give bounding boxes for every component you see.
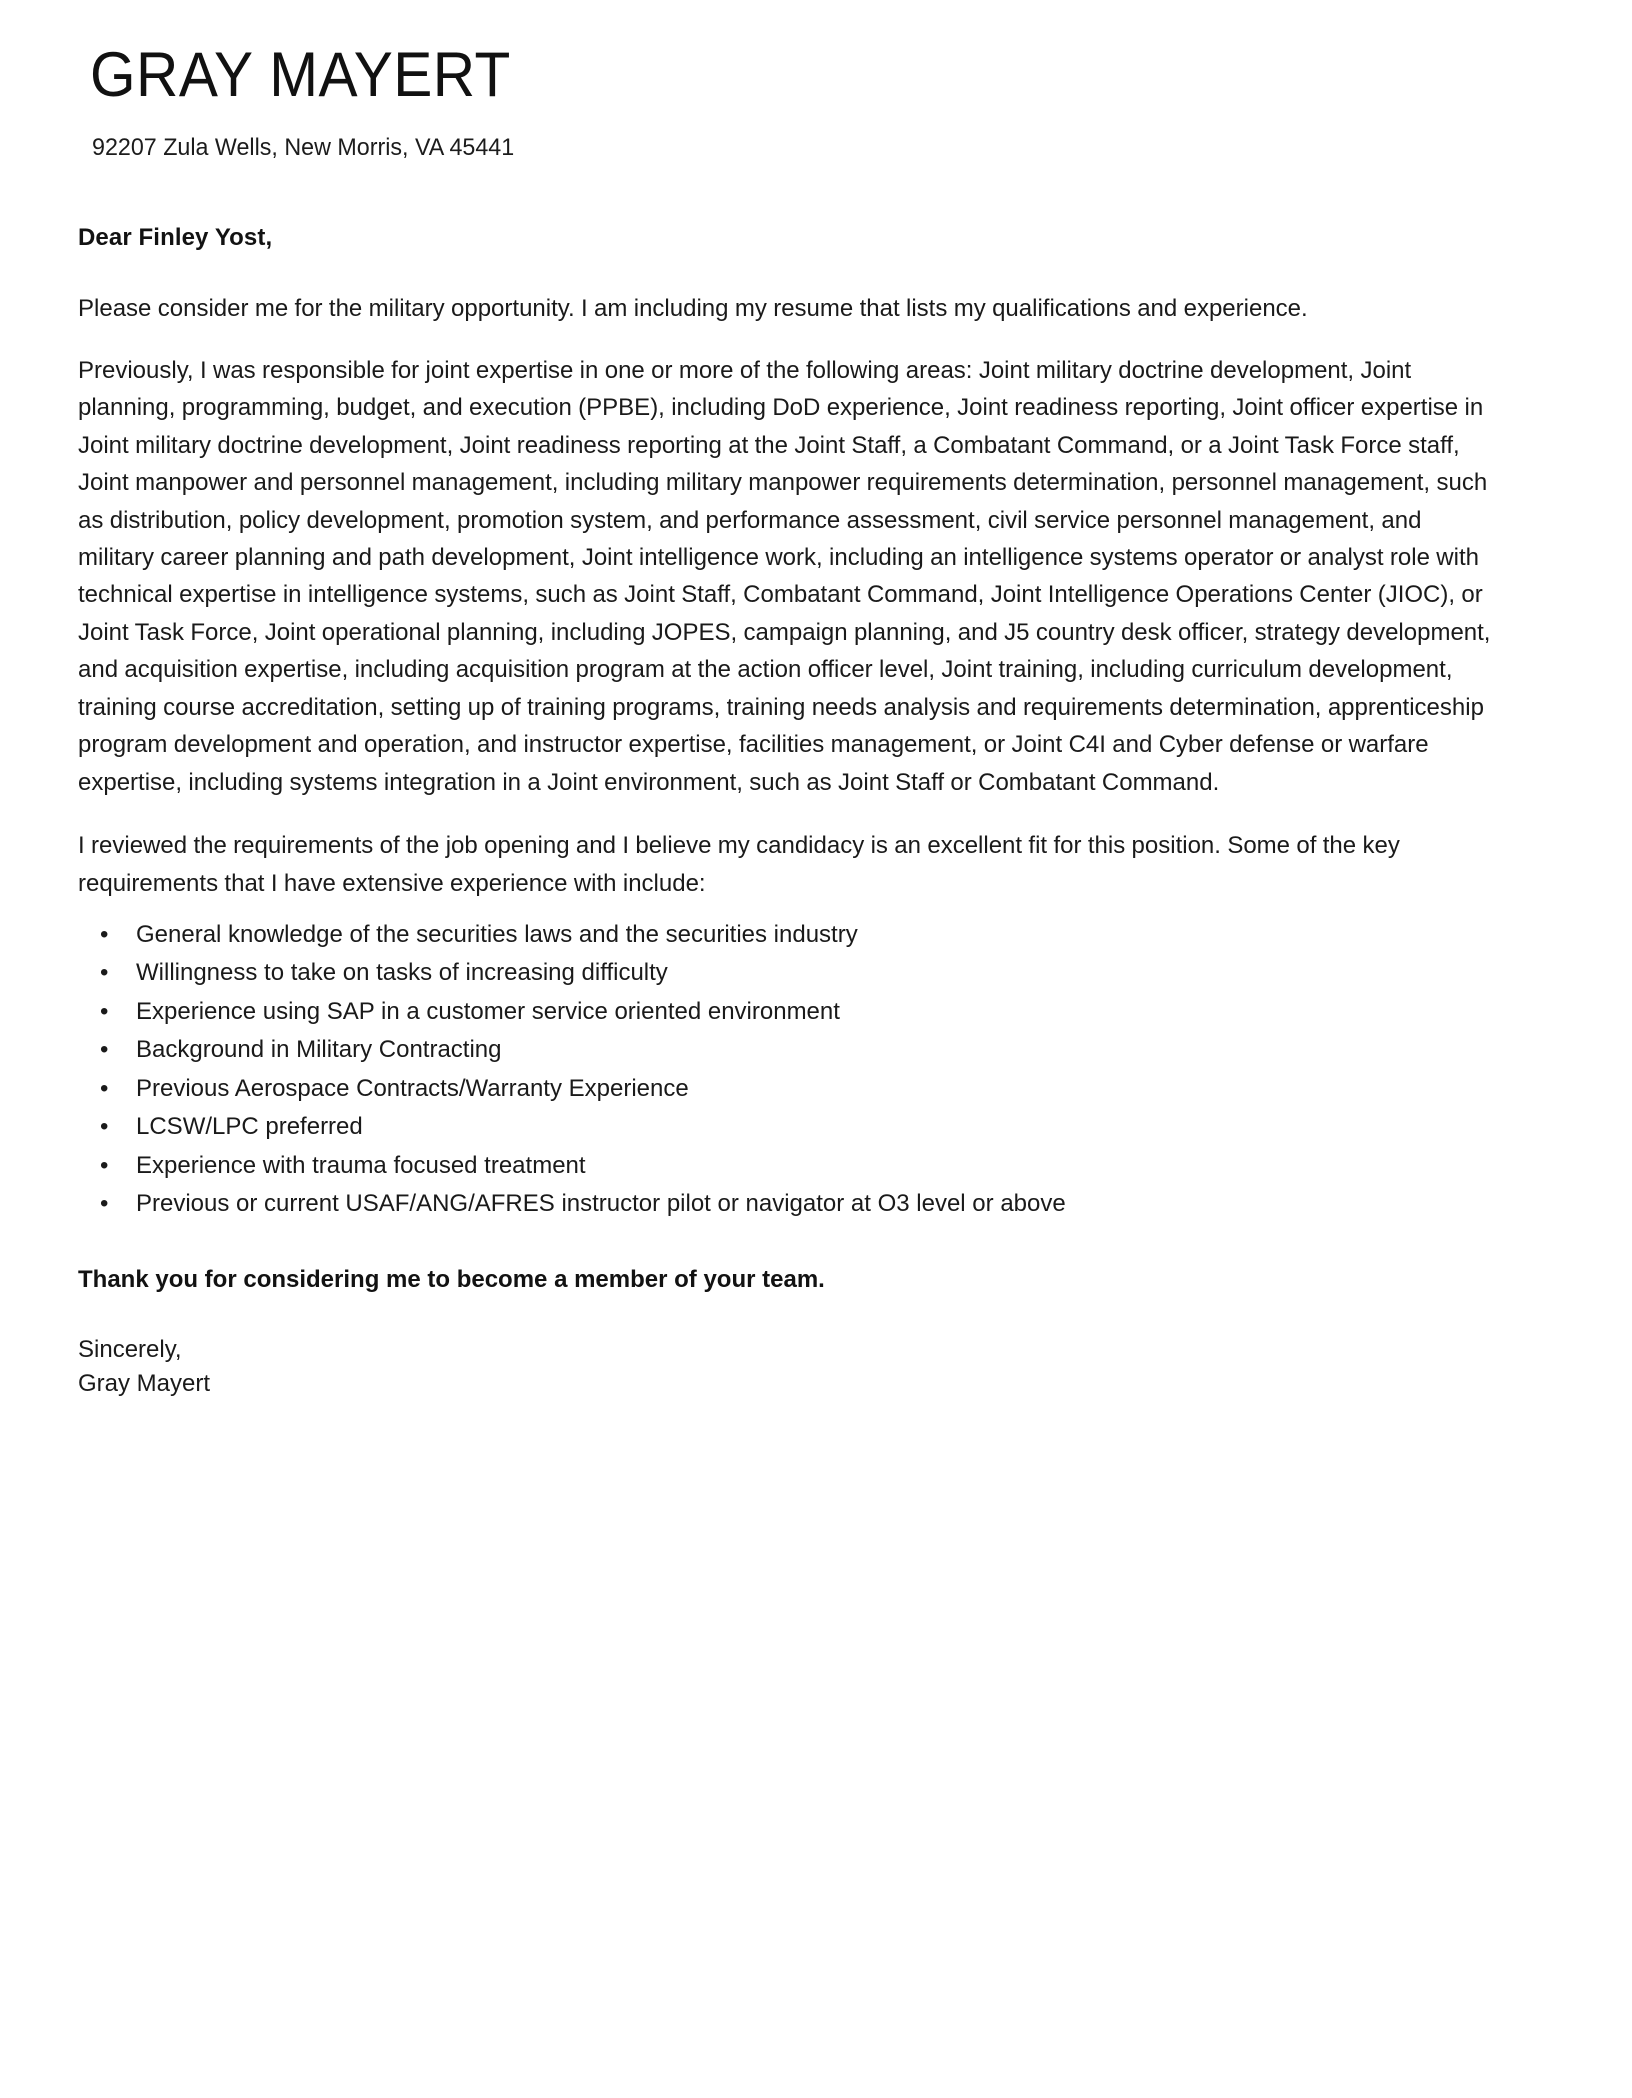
list-item bbox=[78, 997, 1503, 1027]
applicant-address: 92207 Zula Wells, New Morris, VA 45441 bbox=[92, 134, 515, 161]
list-item-label: General knowledge of the securities laws and the securities industry bbox=[136, 920, 858, 948]
bullet-icon: • bbox=[100, 1074, 109, 1102]
fit-paragraph: I reviewed the requirements of the job opening and I believe my candidacy is an excellent fit for this position. Some of the key requirements that I have extensive experience with include: bbox=[78, 832, 1400, 897]
bullet-icon: • bbox=[100, 1151, 109, 1179]
applicant-name: GRAY MAYERT bbox=[90, 40, 511, 110]
signature-name: Gray Mayert bbox=[78, 1369, 211, 1397]
experience-paragraph: Previously, I was responsible for joint expertise in one or more of the following areas: Joint military doctrine development, Joint planning, programming, budget, and execution (PPBE), including DoD experience, Joint readiness reporting, Joint officer expertise in Joint military doctrine development, Joint readiness reporting at the Joint Staff, a Combatant Command, or a Joint Task Force staff, Joint manpower and personnel management, including military manpower requirements determination, personnel management, such as distribution, policy development, promotion system, and performance assessment, civil service personnel management, and military career planning and path development, Joint intelligence work, including an intelligence systems operator or analyst role with technical expertise in intelligence systems, such as Joint Staff, Combatant Command, Joint Intelligence Operations Center (JIOC), or Joint Task Force, Joint operational planning, including JOPES, campaign planning, and J5 country desk officer, strategy development, and acquisition expertise, including acquisition program at the action officer level, Joint training, including curriculum development, training course accreditation, setting up of training programs, training needs analysis and requirements determination, apprenticeship program development and operation, and instructor expertise, facilities management, or Joint C4I and Cyber defense or warfare expertise, including systems integration in a Joint environment, such as Joint Staff or Combatant Command. bbox=[78, 356, 1491, 796]
requirements-list bbox=[78, 920, 1503, 1220]
bullet-icon: • bbox=[100, 959, 109, 987]
list-item-label: LCSW/LPC preferred bbox=[136, 1113, 363, 1141]
salutation: Dear Finley Yost, bbox=[78, 224, 273, 252]
bullet-icon: • bbox=[100, 1190, 109, 1218]
list-item bbox=[78, 1074, 1503, 1104]
intro-paragraph: Please consider me for the military opportunity. I am including my resume that lists my qualifications and experience. bbox=[78, 295, 1308, 323]
bullet-icon: • bbox=[100, 1036, 109, 1064]
bullet-icon: • bbox=[100, 920, 109, 948]
list-item bbox=[78, 920, 1503, 950]
list-item-label: Experience using SAP in a customer service oriented environment bbox=[136, 997, 840, 1025]
list-item-label: Previous or current USAF/ANG/AFRES instructor pilot or navigator at O3 level or above bbox=[136, 1190, 1066, 1218]
list-item-label: Previous Aerospace Contracts/Warranty Experience bbox=[136, 1074, 689, 1102]
list-item bbox=[78, 1112, 1503, 1142]
list-item bbox=[78, 1151, 1503, 1181]
bullet-icon: • bbox=[100, 997, 109, 1025]
list-item bbox=[78, 1189, 1503, 1219]
letter-body bbox=[78, 224, 1503, 1401]
list-item bbox=[78, 958, 1503, 988]
letter-content bbox=[78, 0, 1508, 1401]
closing-thanks: Thank you for considering me to become a member of your team. bbox=[78, 1265, 825, 1293]
sign-off-line: Sincerely, bbox=[78, 1335, 182, 1363]
bullet-icon: • bbox=[100, 1113, 109, 1141]
list-item-label: Experience with trauma focused treatment bbox=[136, 1151, 586, 1179]
list-item-label: Background in Military Contracting bbox=[136, 1036, 502, 1064]
list-item bbox=[78, 1035, 1503, 1065]
list-item-label: Willingness to take on tasks of increasing difficulty bbox=[136, 959, 668, 987]
signature-block bbox=[78, 1333, 1503, 1401]
letter-header bbox=[78, 0, 1508, 162]
